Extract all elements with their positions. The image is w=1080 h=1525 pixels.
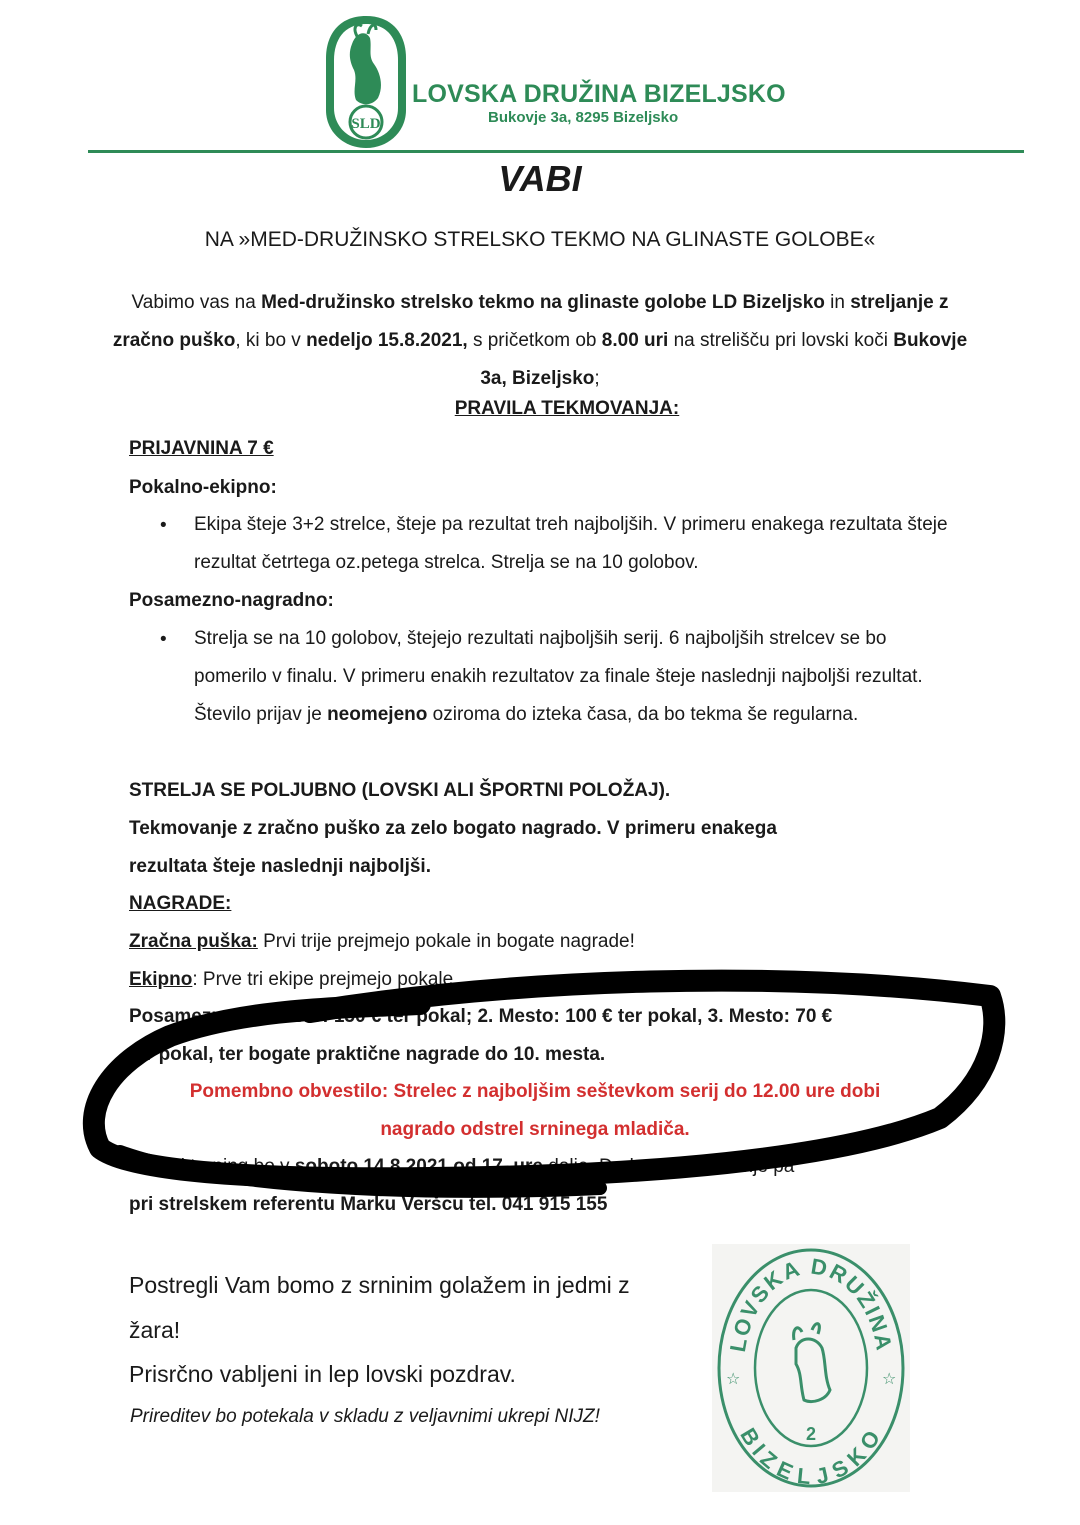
rules-heading: PRAVILA TEKMOVANJA: xyxy=(454,398,680,419)
important-notice-1: Pomembno obvestilo: Strelec z najboljšim seštevkom serij do 12.00 ure dobi xyxy=(189,1081,881,1102)
important-notice-2: nagrado odstrel srninega mladiča. xyxy=(380,1119,690,1140)
prize-individual-2: ter pokal, ter bogate praktične nagrade do 10. mesta. xyxy=(129,1044,606,1065)
star-icon: ☆ xyxy=(882,1371,897,1388)
closing-line-1: Postregli Vam bomo z srninim golažem in jedmi z xyxy=(129,1272,630,1298)
hunting-club-logo xyxy=(322,14,410,150)
star-icon: ☆ xyxy=(726,1371,741,1388)
organization-name: LOVSKA DRUŽINA BIZELJSKO xyxy=(412,80,786,108)
organization-address: Bukovje 3a, 8295 Bizeljsko xyxy=(488,109,679,126)
page-title: VABI xyxy=(498,158,582,199)
nijz-note: Prireditev bo potekala v skladu z veljavnimi ukrepi NIJZ! xyxy=(130,1406,600,1427)
team-rules-text: Ekipa šteje 3+2 strelce, šteje pa rezultat treh najboljših. V primeru enakega rezultata šteje rezultat četrtega oz.petega strelca. Strelja se na 10 golobov. xyxy=(194,514,948,573)
closing-line-2: žara! xyxy=(129,1317,181,1343)
training-info: Uradni trening bo v soboto 14.8.2021 od 17. ure dalje. Dodatne informacije pa xyxy=(129,1156,795,1177)
air-rifle-text-1: Tekmovanje z zračno puško za zelo bogato nagrado. V primeru enakega xyxy=(129,818,777,839)
prizes-heading: NAGRADE: xyxy=(129,893,232,914)
training-contact: pri strelskem referentu Marku Veršcu tel. 041 915 155 xyxy=(129,1194,608,1215)
club-stamp xyxy=(712,1244,910,1492)
header-divider xyxy=(88,150,1024,153)
logo-text: SLD xyxy=(351,116,381,132)
position-rule: STRELJA SE POLJUBNO (LOVSKI ALI ŠPORTNI POLOŽAJ). xyxy=(129,780,671,801)
individual-rules-text: Strelja se na 10 golobov, štejejo rezultati najboljših serij. 6 najboljših strelcev se bo pomerilo v finalu. V primeru enakih rezultatov za finale šteje naslednji najboljši rezultat. Število prijav je neomejeno oziroma do izteka časa, da bo tekma še regularna. xyxy=(194,628,923,725)
entry-fee: PRIJAVNINA 7 € xyxy=(129,438,274,459)
closing-line-3: Prisrčno vabljeni in lep lovski pozdrav. xyxy=(129,1361,516,1387)
air-rifle-text-2: rezultata šteje naslednji najboljši. xyxy=(129,856,431,877)
individual-heading: Posamezno-nagradno: xyxy=(129,590,334,611)
stamp-number: 2 xyxy=(805,1424,817,1444)
stamp-bottom-text: BIZELJSKO xyxy=(735,1423,887,1490)
prize-individual-1: Posamezno: 1. Mesto: 150 € ter pokal; 2. Mesto: 100 € ter pokal, 3. Mesto: 70 € xyxy=(129,1006,833,1027)
stamp-top-text: LOVSKA DRUŽINA xyxy=(724,1253,898,1354)
team-heading: Pokalno-ekipno: xyxy=(129,477,277,498)
bullet-icon: • xyxy=(160,515,167,536)
prize-team: Ekipno: Prve tri ekipe prejmejo pokale. xyxy=(129,969,459,990)
prize-air-rifle: Zračna puška: Prvi trije prejmejo pokale in bogate nagrade! xyxy=(129,931,635,952)
event-subtitle: NA »MED-DRUŽINSKO STRELSKO TEKMO NA GLINASTE GOLOBE« xyxy=(204,228,876,251)
intro-paragraph: Vabimo vas na Med-družinsko strelsko tekmo na glinaste golobe LD Bizeljsko in streljanje z zračno puško, ki bo v nedeljo 15.8.2021, s pričetkom ob 8.00 uri na strelišču pri lovski koči Bukovje 3a, Bizeljsko; xyxy=(112,292,968,389)
bullet-icon: • xyxy=(160,629,167,650)
